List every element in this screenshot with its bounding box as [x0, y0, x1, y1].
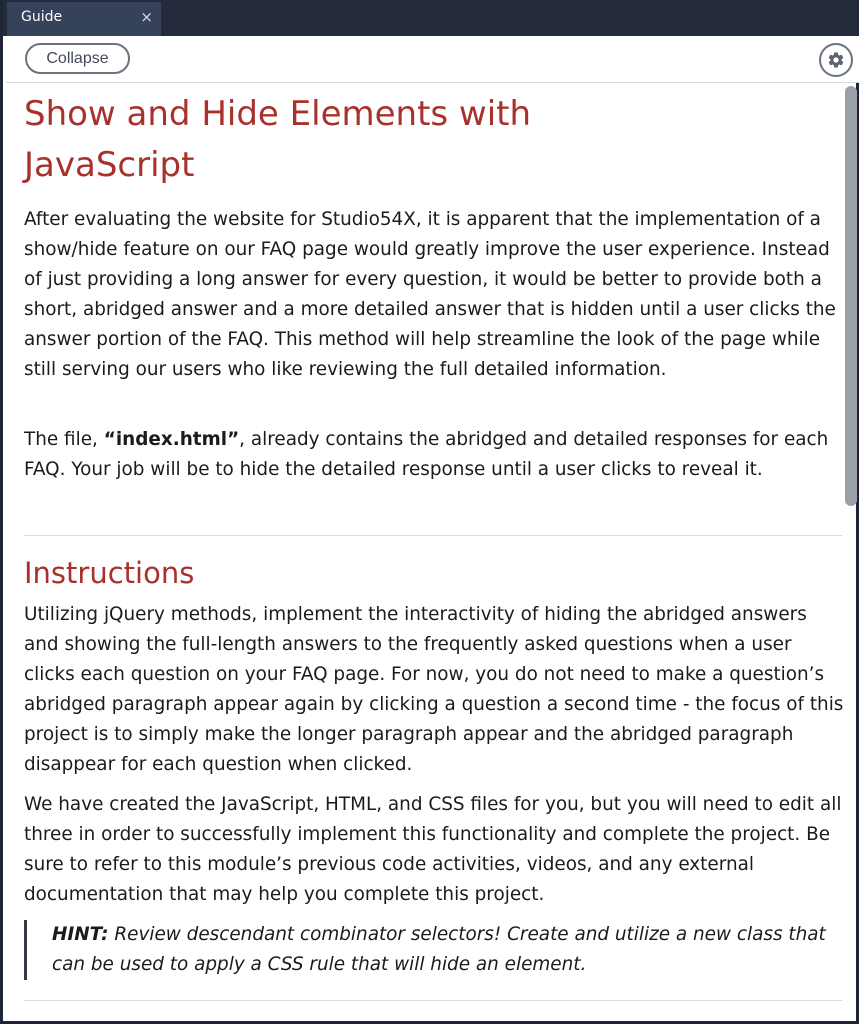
file-name: “index.html”: [103, 429, 240, 450]
files-paragraph: We have created the JavaScript, HTML, and CSS files for you, but you will need to edit all three in order to successfully implement this functionality and complete the project. Be sure to refer to this module’s previous code activities, videos, and any external documentation that may help you complete this project.: [24, 794, 842, 905]
hint-label: HINT:: [52, 924, 109, 945]
tab-label: Guide: [21, 9, 63, 25]
hint-text: Review descendant combinator selectors! Create and utilize a new class that can be used to apply a CSS rule that will hide an element.: [52, 924, 826, 975]
hint-callout: [24, 920, 842, 980]
section-divider: [24, 535, 842, 536]
intro-paragraph: After evaluating the website for Studio54X, it is apparent that the implementation of a show/hide feature on our FAQ page would greatly improve the user experience. Instead of just providing a long answer for every question, it would be better to provide both a short, abridged answer and a more detailed answer that is hidden until a user clicks the answer portion of the FAQ. This method will help streamline the look of the page while still serving our users who like reviewing the full detailed information.: [24, 209, 836, 380]
bottom-divider: [24, 1000, 842, 1001]
instructions-heading: Instructions: [24, 556, 195, 590]
gear-icon: [827, 51, 845, 69]
tab-guide[interactable]: [7, 2, 161, 36]
file-para-prefix: The file,: [24, 429, 104, 450]
toolbar: [6, 36, 859, 83]
file-para-suffix: , already contains the abridged and detailed responses for each FAQ. Your job will be to hide the detailed response until a user clicks to reveal it.: [24, 429, 829, 480]
file-paragraph: [24, 425, 843, 485]
collapse-button[interactable]: Collapse: [25, 43, 130, 74]
scrollbar-thumb[interactable]: [845, 86, 857, 506]
guide-content: [6, 83, 843, 1024]
settings-button[interactable]: [819, 43, 853, 77]
page-title: Show and Hide Elements with JavaScript: [24, 94, 532, 185]
instructions-paragraph: Utilizing jQuery methods, implement the interactivity of hiding the abridged answers and showing the full-length answers to the frequently asked questions when a user clicks each question on your FAQ page. For now, you do not need to make a question’s abridged paragraph appear again by clicking a question a second time - the focus of this project is to simply make the longer paragraph appear and the abridged paragraph disappear for each question when clicked.: [24, 604, 843, 775]
tab-bar: [3, 0, 859, 36]
close-icon[interactable]: ×: [140, 8, 153, 26]
